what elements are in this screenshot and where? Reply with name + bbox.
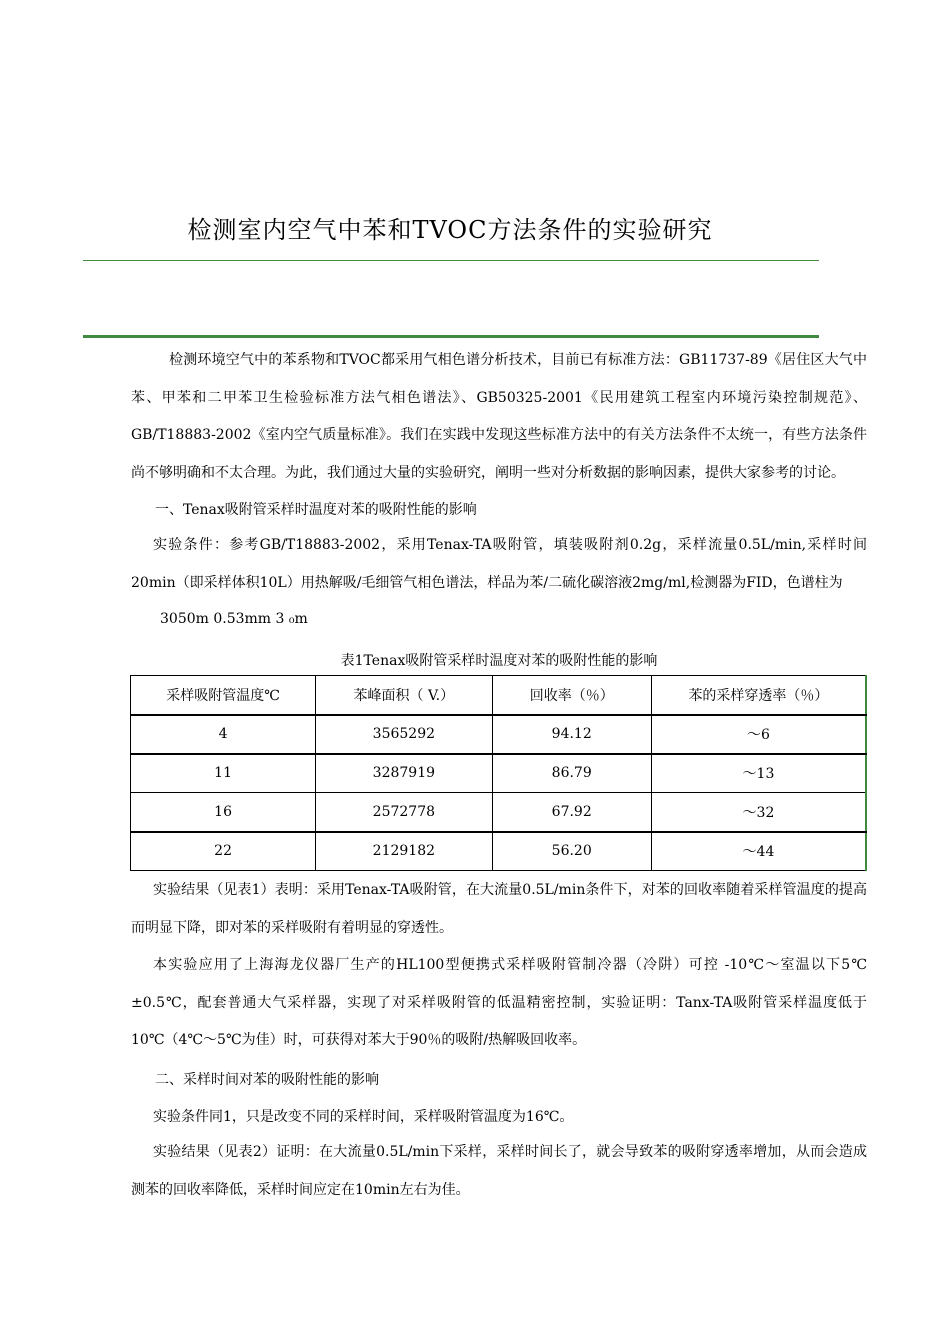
- document-title: 检测室内空气中苯和TVOC方法条件的实验研究: [187, 216, 713, 244]
- table-row: [131, 832, 867, 871]
- table-header-cell: 苯的采样穿透率（％）: [651, 676, 866, 715]
- table-cell: ～13: [651, 754, 866, 793]
- table-row: [131, 754, 867, 793]
- table-cell: 16: [131, 793, 316, 832]
- table-header-cell: 采样吸附管温度℃: [131, 676, 316, 715]
- table-row: [131, 793, 867, 832]
- table-caption: 表1Tenax吸附管采样时温度对苯的吸附性能的影响: [340, 653, 658, 669]
- section2-conditions: 实验条件同1，只是改变不同的采样时间，采样吸附管温度为16℃。: [153, 1109, 574, 1125]
- section1-heading: 一、Tenax吸附管采样时温度对苯的吸附性能的影响: [155, 502, 477, 518]
- table-header-cell: 回收率（％）: [492, 676, 651, 715]
- table-cell: 22: [131, 832, 316, 871]
- table-cell: ～44: [651, 832, 866, 871]
- table-cell: 2129182: [316, 832, 492, 871]
- section1-application: 本实验应用了上海海龙仪器厂生产的HL100型便携式采样吸附管制冷器（冷阱）可控 -10℃～室温以下5℃±0.5℃，配套普通大气采样器，实现了对采样吸附管的低温精密控制，实验证明：Tanx-TA吸附管采样温度低于10℃（4℃～5℃为佳）时，可获得对苯大于90％的吸附/热解吸回收率。: [131, 957, 867, 1048]
- title-divider-thick: [83, 335, 819, 338]
- title-divider-thin: [83, 260, 819, 261]
- table-cell: 4: [131, 715, 316, 754]
- table-cell: 2572778: [316, 793, 492, 832]
- table-cell: 3565292: [316, 715, 492, 754]
- section2-heading: 二、采样时间对苯的吸附性能的影响: [155, 1072, 379, 1088]
- column-spec: 3050m 0.53mm 3 ₀m: [160, 611, 308, 627]
- table-header-row: [131, 676, 867, 715]
- table-row: [131, 715, 867, 754]
- section1-result: 实验结果（见表1）表明：采用Tenax-TA吸附管，在大流量0.5L/min条件下，对苯的回收率随着采样管温度的提高而明显下降，即对苯的采样吸附有着明显的穿透性。: [131, 882, 867, 936]
- table-cell: 3287919: [316, 754, 492, 793]
- table-cell: 86.79: [492, 754, 651, 793]
- table-cell: 11: [131, 754, 316, 793]
- section2-result: 实验结果（见表2）证明：在大流量0.5L/min下采样，采样时间长了，就会导致苯的吸附穿透率增加，从而会造成测苯的回收率降低，采样时间应定在10min左右为佳。: [131, 1144, 867, 1198]
- table-header-cell: 苯峰面积（ V.）: [316, 676, 492, 715]
- table-cell: 94.12: [492, 715, 651, 754]
- data-table: [130, 675, 867, 871]
- intro-paragraph: 检测环境空气中的苯系物和TVOC都采用气相色谱分析技术，目前已有标准方法：GB11737-89《居住区大气中苯、甲苯和二甲苯卫生检验标准方法气相色谱法》、GB50325-2001《民用建筑工程室内环境污染控制规范》、GB/T18883-2002《室内空气质量标准》。我们在实践中发现这些标准方法中的有关方法条件不太统一，有些方法条件尚不够明确和不太合理。为此，我们通过大量的实验研究，阐明一些对分析数据的影响因素，提供大家参考的讨论。: [131, 352, 867, 481]
- table-cell: ～6: [651, 715, 866, 754]
- section1-conditions: 实验条件：参考GB/T18883-2002，采用Tenax-TA吸附管，填装吸附剂0.2g，采样流量0.5L/min,采样时间20min（即采样体积10L）用热解吸/毛细管气相色谱法，样品为苯/二硫化碳溶液2mg/ml,检测器为FID，色谱柱为: [131, 537, 867, 591]
- table-cell: 56.20: [492, 832, 651, 871]
- table-cell: ～32: [651, 793, 866, 832]
- table-cell: 67.92: [492, 793, 651, 832]
